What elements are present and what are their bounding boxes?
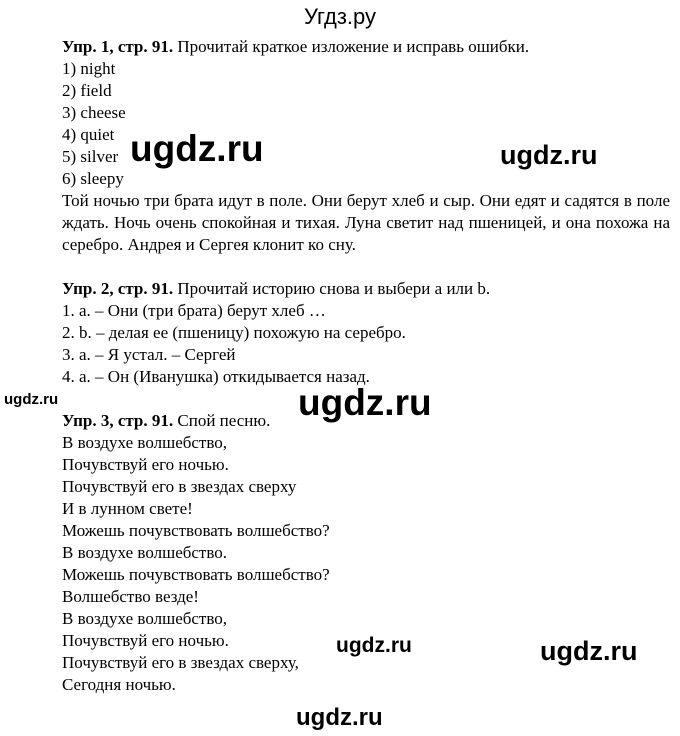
song-line: В воздухе волшебство. [62, 543, 228, 562]
answer-item: 1) night [62, 59, 116, 78]
song-line: Сегодня ночью. [62, 675, 176, 694]
choice-item: 1. a. – Они (три брата) берут хлеб … [62, 301, 326, 320]
answer-item: 4) quiet [62, 125, 115, 144]
exercise-1-task: Прочитай краткое изложение и исправь ошибки. [173, 37, 530, 56]
exercise-1-heading [62, 36, 529, 58]
answer-item: 3) cheese [62, 103, 126, 122]
watermark-large: ugdz.ru [130, 128, 264, 169]
song-line: Почувствуй его в звездах сверху [62, 477, 297, 496]
answer-item: 5) silver [62, 147, 119, 166]
watermark-medium: ugdz.ru [540, 636, 638, 666]
answer-item: 6) sleepy [62, 169, 124, 188]
site-title: Угдз.ру [303, 4, 377, 29]
exercise-3-label: Упр. 3, стр. 91. [62, 411, 174, 430]
song-line: Можешь почувствовать волшебство? [62, 565, 330, 584]
song-line: В воздухе волшебство, [62, 609, 228, 628]
watermark-medium: ugdz.ru [296, 704, 383, 731]
watermark-medium: ugdz.ru [500, 140, 598, 170]
watermark-small: ugdz.ru [4, 391, 59, 408]
song-line: Почувствуй его ночью. [62, 455, 229, 474]
exercise-2-task: Прочитай историю снова и выбери a или b. [173, 279, 491, 298]
watermark-small: ugdz.ru [336, 634, 412, 657]
song-line: Можешь почувствовать волшебство? [62, 521, 330, 540]
song-line: В воздухе волшебство, [62, 433, 228, 452]
choice-item: 3. a. – Я устал. – Сергей [62, 345, 236, 364]
song-line: Почувствуй его в звездах сверху, [62, 653, 299, 672]
exercise-1-label: Упр. 1, стр. 91. [62, 37, 174, 56]
choice-item: 4. a. – Он (Иванушка) откидывается назад. [62, 367, 370, 386]
choice-item: 2. b. – делая ее (пшеницу) похожую на серебро. [62, 323, 406, 342]
exercise-2-heading [62, 278, 490, 300]
song-line: Почувствуй его ночью. [62, 631, 229, 650]
song-line: И в лунном свете! [62, 499, 193, 518]
watermark-large: ugdz.ru [298, 382, 432, 423]
exercise-2-label: Упр. 2, стр. 91. [62, 279, 174, 298]
answer-item: 2) field [62, 81, 112, 100]
song-line: Волшебство везде! [62, 587, 199, 606]
summary-paragraph: Той ночью три брата идут в поле. Они берут хлеб и сыр. Они едят и садятся в поле ждать. Ночь очень спокойная и тихая. Луна светит над пшеницей, и она похожа на серебро. Андрея и Сергея клонит ко сну. [62, 191, 670, 254]
exercise-3-heading [62, 410, 270, 432]
exercise-3-task: Спой песню. [173, 411, 271, 430]
